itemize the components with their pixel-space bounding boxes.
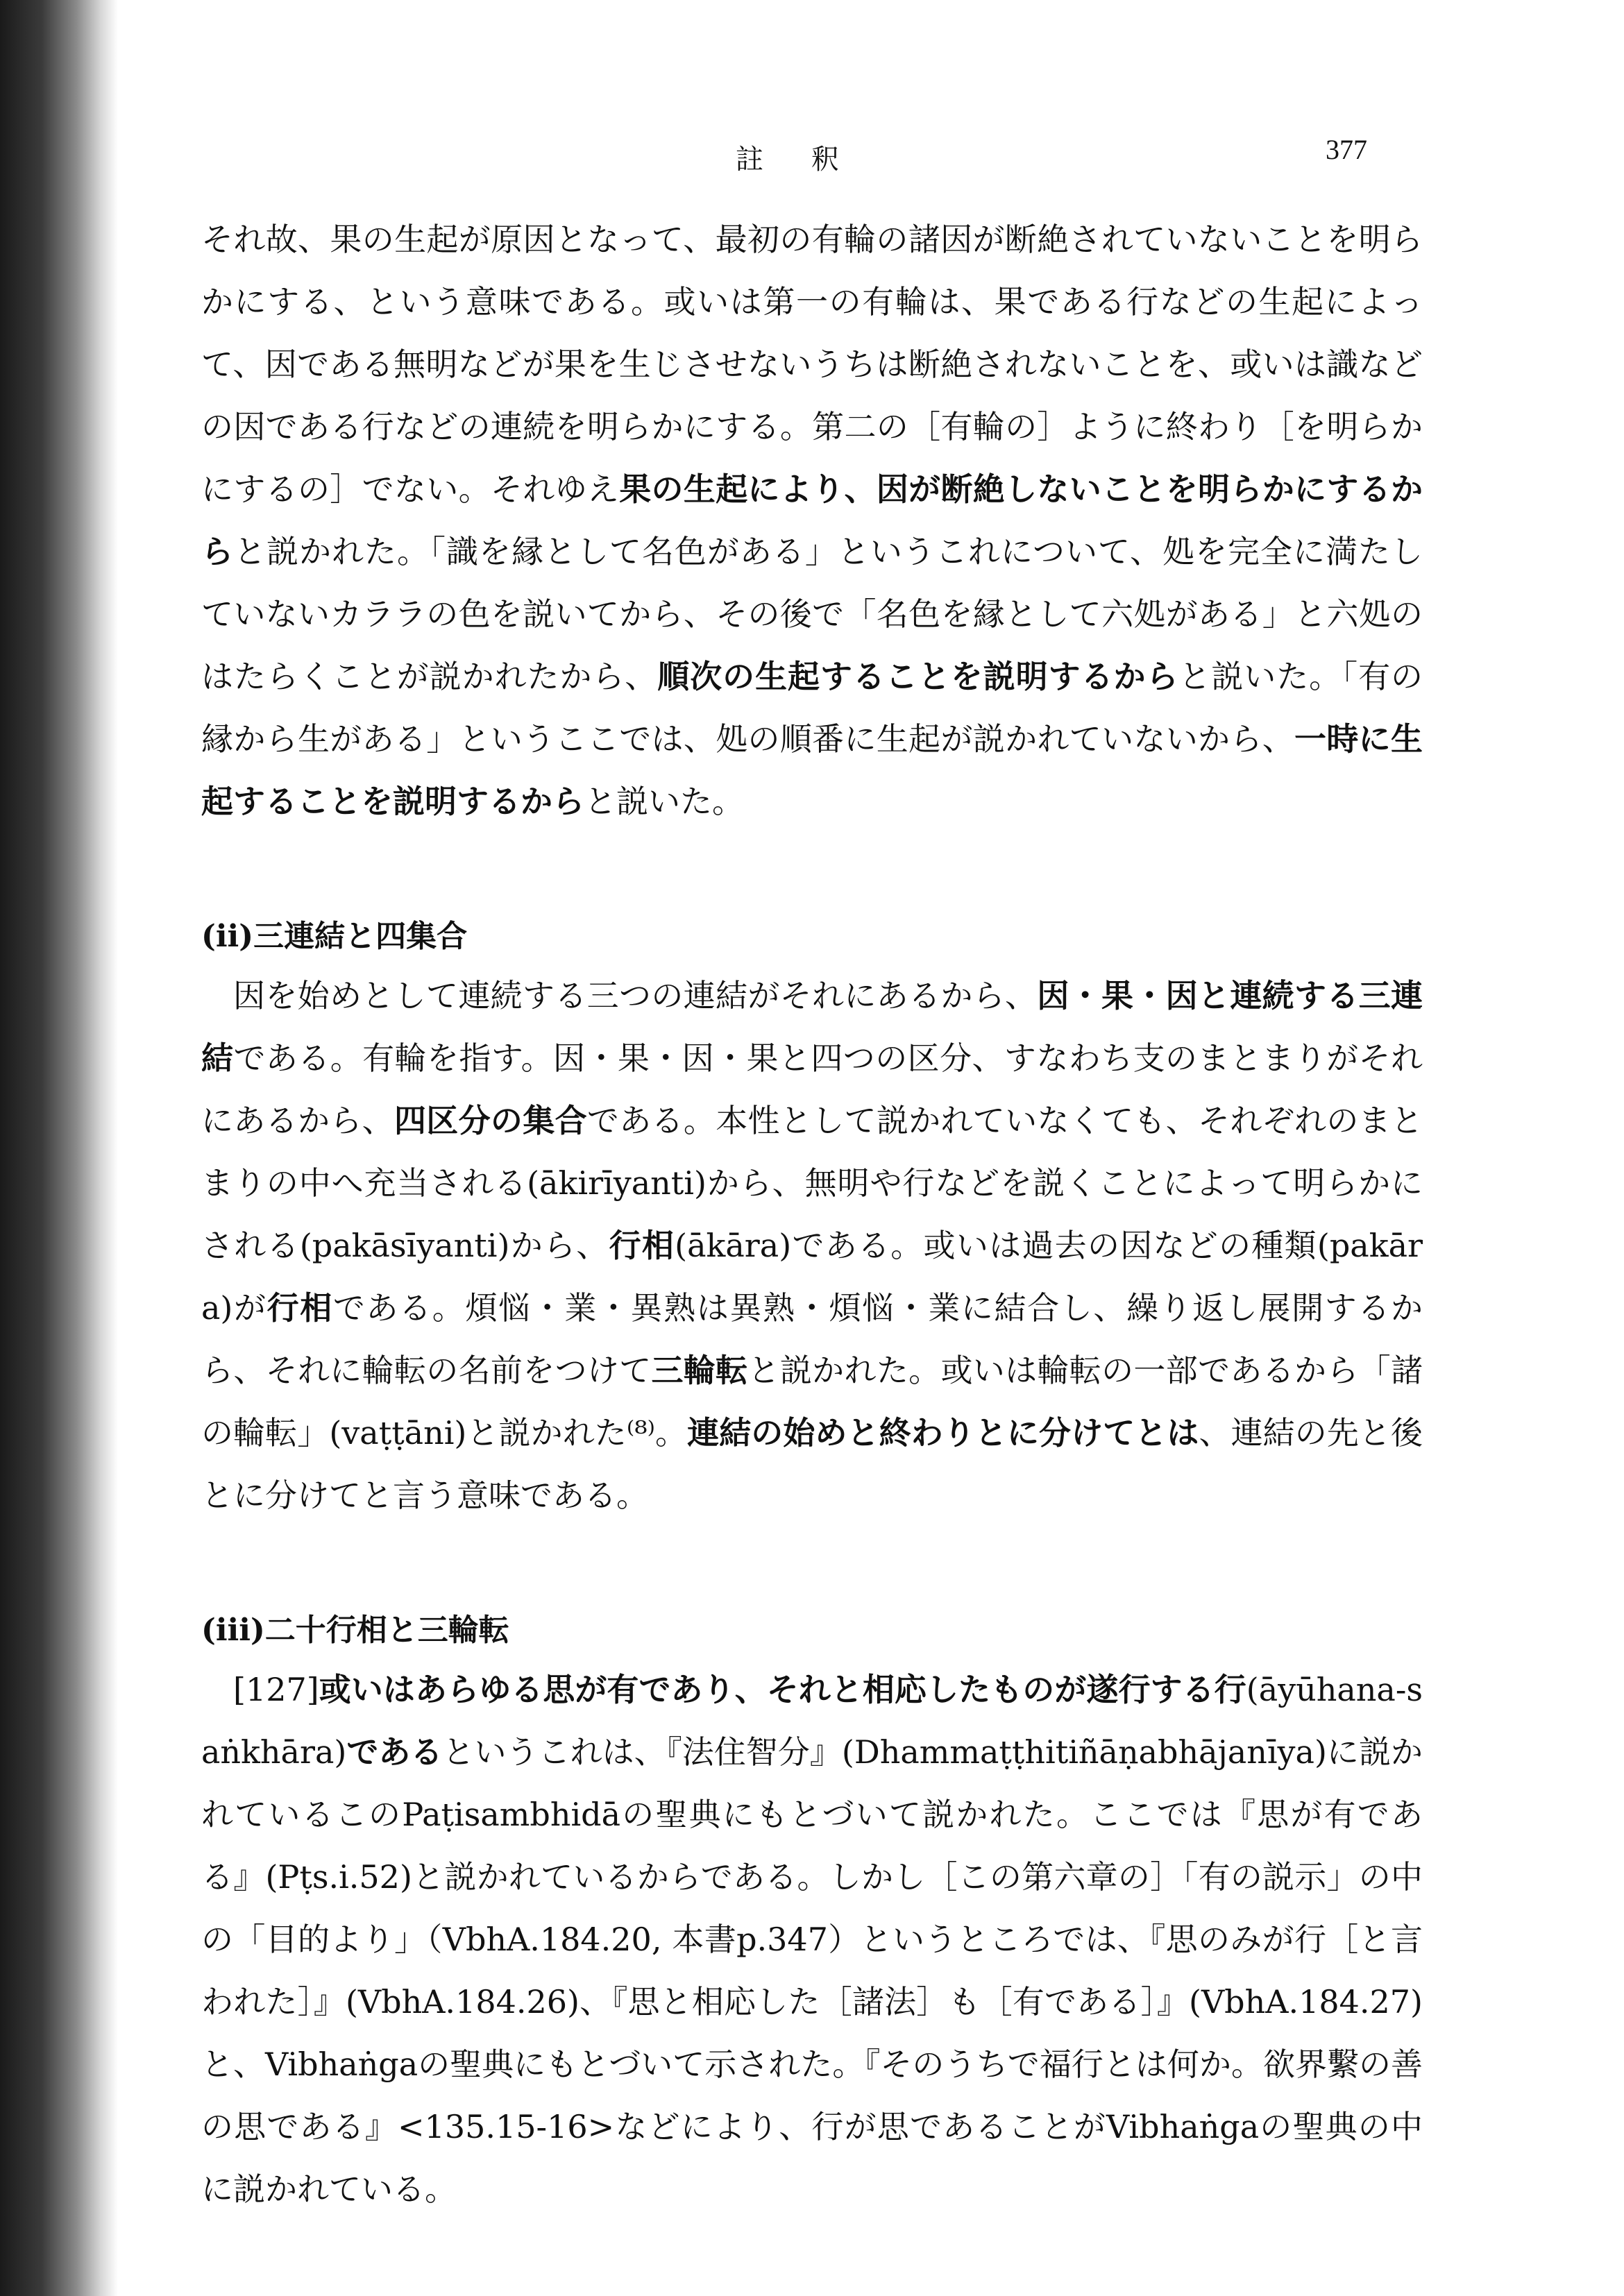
text-run: と説いた。 [584,783,744,820]
text-run: である。煩悩・業・異熟は異熟・煩悩・業に結合し、繰り返し展開するから、それに輪転の名前をつけて [201,1289,1423,1389]
binding-shadow [0,0,118,2296]
paragraph-2 [201,964,1423,1527]
bold-term: 四区分の集合 [394,1102,587,1139]
running-head [201,118,1423,180]
paragraph-3 [201,1658,1423,2220]
text-run: (ākāra)である。或いは過去の因などの種類(pakāra)が [201,1227,1423,1327]
text-run: である。本性として説かれていなくても、それぞれのまとまりの中へ充当される(ākirīyanti)から、無明や行などを説くことによって明らかにされる(pakāsīyanti)から、 [201,1102,1423,1264]
bold-term: 順次の生起することを説明するから [657,658,1179,695]
text-run: というこれは、『法住智分』(Dhammaṭṭhitiñāṇabhājanīya)に説かれているこのPaṭisambhidāの聖典にもとづいて説かれた。ここでは『思が有である』(Pṭs.i.52)と説かれているからである。しかし［この第六章の］「有の説示」の中の「目的より」（VbhA.184.20, 本書p.347）というところでは、『思のみが行［と言われた］』(VbhA.184.26)、『思と相応した［諸法］も［有である］』(VbhA.184.27)と、Vibhaṅgaの聖典にもとづいて示された。『そのうちで福行とは何か。欲界繫の善の思である』<135.15-16>などにより、行が思であることがVibhaṅgaの聖典の中に説かれている。 [201,1733,1423,2208]
text-run: と説いた。「有の縁から生がある」というここでは、処の順番に生起が説かれていないから、 [201,658,1423,758]
text-run: である。有輪を指す。因・果・因・果と四つの区分、すなわち支のまとまりがそれにあるから、 [201,1039,1423,1139]
running-title: 註 釈 [736,144,858,176]
text-run: [127] [233,1671,319,1708]
bold-term: である [346,1733,443,1771]
bold-term: 或いはあらゆる思が有であり、それと相応したものが遂行する行 [319,1671,1246,1708]
text-run: それ故、果の生起が原因となって、最初の有輪の諸因が断絶されていないことを明らかにする、という意味である。或いは第一の有輪は、果である行などの生起によって、因である無明などが果を生じさせないうちは断絶されないことを、或いは識などの因である行などの連続を明らかにする。第二の［有輪の］ように終わり［を明らかにするの］でない。それゆえ [201,221,1423,508]
text-run: (āyūhana-saṅkhāra) [201,1671,1423,1771]
book-page [201,118,1423,2220]
bold-term: 連結の始めと終わりとに分けてとは [687,1414,1199,1452]
bold-term: 行相 [267,1289,333,1327]
page-number: 377 [1326,134,1367,165]
bold-term: 因・果・因と連続する三連結 [201,977,1423,1077]
section-heading-ii: (ii)三連結と四集合 [201,919,468,954]
text-run: 因を始めとして連続する三つの連結がそれにあるから、 [233,977,1038,1014]
bold-term: 三輪転 [651,1352,748,1389]
paragraph-1 [201,208,1423,833]
bold-term: 一時に生起することを説明するから [201,720,1423,820]
bold-term: 行相 [609,1227,675,1264]
text-run: と説かれた。「識を縁として名色がある」というこれについて、処を完全に満たしていないカララの色を説いてから、その後で「名色を縁として六処がある」と六処のはたらくことが説かれたから、 [201,533,1423,695]
bold-term: 果の生起により、因が断絶しないことを明らかにするから [201,470,1423,570]
section-heading-iii: (iii)二十行相と三輪転 [201,1613,509,1648]
text-run: と説かれた。或いは輪転の一部であるから「諸の輪転」(vaṭṭāni)と説かれた⁽⁸⁾。 [201,1352,1423,1452]
text-run: 、連結の先と後とに分けてと言う意味である。 [201,1414,1423,1514]
